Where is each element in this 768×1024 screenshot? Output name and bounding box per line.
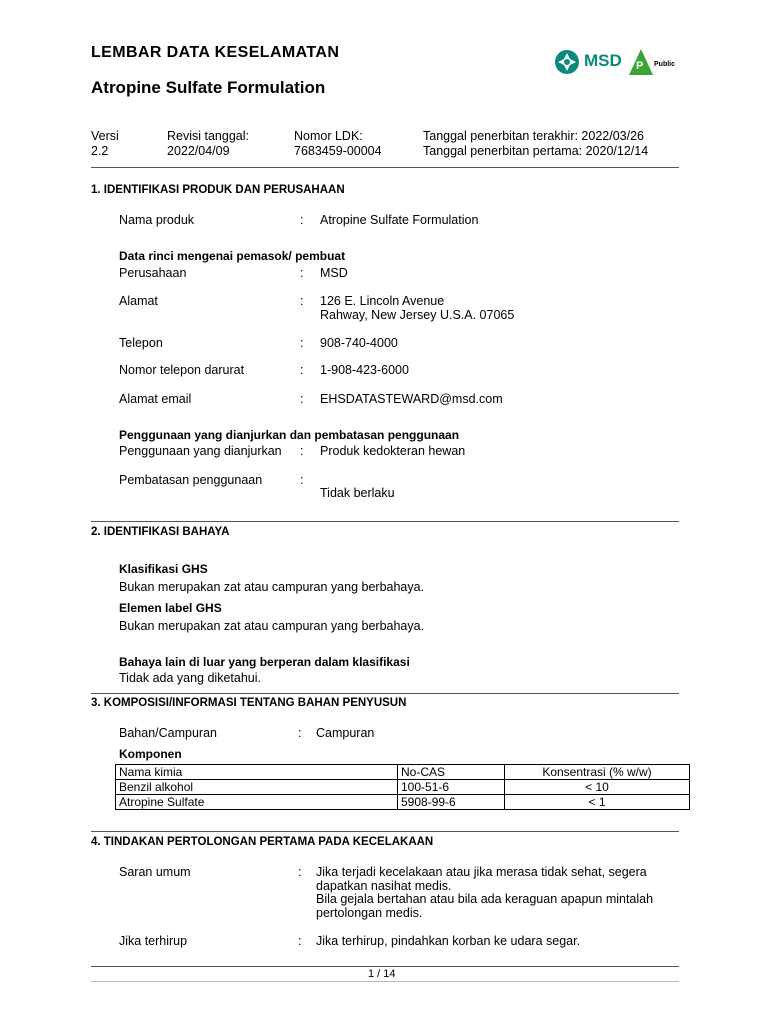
- inhalation-value: Jika terhirup, pindahkan korban ke udara segar.: [316, 934, 581, 948]
- company-label: Perusahaan: [119, 266, 187, 280]
- restriction-value: Tidak berlaku: [320, 486, 395, 500]
- table-header-cas: No-CAS: [398, 765, 505, 780]
- company-value: MSD: [320, 266, 348, 280]
- separator: :: [300, 363, 304, 377]
- footer-divider: [91, 981, 679, 982]
- ghs-label-text: Bukan merupakan zat atau campuran yang berbahaya.: [119, 619, 425, 633]
- separator: :: [300, 294, 304, 308]
- public-badge-letter: P: [636, 60, 644, 72]
- sds-number-label: Nomor LDK:: [294, 129, 363, 143]
- general-advice-line-4: pertolongan medis.: [316, 906, 423, 920]
- divider: [91, 831, 679, 832]
- separator: :: [300, 392, 304, 406]
- ghs-classification-heading: Klasifikasi GHS: [119, 562, 208, 576]
- msd-emblem-icon: [554, 49, 580, 75]
- table-cell-chemical-name: Atropine Sulfate: [116, 795, 398, 810]
- table-cell-chemical-name: Benzil alkohol: [116, 780, 398, 795]
- document-title: LEMBAR DATA KESELAMATAN: [91, 44, 340, 61]
- table-row: [116, 780, 690, 795]
- other-hazards-text: Tidak ada yang diketahui.: [119, 671, 261, 685]
- divider: [91, 693, 679, 694]
- msd-brand-text: MSD: [584, 51, 622, 70]
- page-number: 1 / 14: [368, 968, 396, 980]
- separator: :: [298, 726, 302, 740]
- separator: :: [300, 213, 304, 227]
- table-header-concentration: Konsentrasi (% w/w): [505, 765, 690, 780]
- table-row: [116, 795, 690, 810]
- general-advice-label: Saran umum: [119, 865, 191, 879]
- section-2-title: 2. IDENTIFIKASI BAHAYA: [91, 526, 230, 538]
- revision-value: 2022/04/09: [167, 144, 230, 158]
- phone-label: Telepon: [119, 336, 163, 350]
- email-value: EHSDATASTEWARD@msd.com: [320, 392, 503, 406]
- table-cell-cas: 5908-99-6: [398, 795, 505, 810]
- footer-divider: [91, 966, 679, 967]
- substance-type-value: Campuran: [316, 726, 375, 740]
- general-advice-line-2: dapatkan nasihat medis.: [316, 879, 452, 893]
- separator: :: [300, 473, 304, 487]
- first-issue-date: Tanggal penerbitan pertama: 2020/12/14: [423, 144, 649, 158]
- table-cell-cas: 100-51-6: [398, 780, 505, 795]
- divider: [91, 521, 679, 522]
- recommended-use-label: Penggunaan yang dianjurkan: [119, 444, 282, 458]
- public-label: Public: [654, 61, 676, 68]
- other-hazards-heading: Bahaya lain di luar yang berperan dalam klasifikasi: [119, 655, 410, 669]
- restriction-label: Pembatasan penggunaan: [119, 473, 263, 487]
- address-line-1: 126 E. Lincoln Avenue: [320, 294, 445, 308]
- product-name-value: Atropine Sulfate Formulation: [320, 213, 479, 227]
- table-cell-concentration: < 10: [505, 780, 690, 795]
- recommended-use-value: Produk kedokteran hewan: [320, 444, 466, 458]
- components-table: [115, 764, 690, 810]
- version-value: 2.2: [91, 144, 109, 158]
- address-line-2: Rahway, New Jersey U.S.A. 07065: [320, 308, 515, 322]
- supplier-heading: Data rinci mengenai pemasok/ pembuat: [119, 249, 346, 263]
- separator: :: [298, 865, 302, 879]
- section-1-title: 1. IDENTIFIKASI PRODUK DAN PERUSAHAAN: [91, 184, 345, 196]
- inhalation-label: Jika terhirup: [119, 934, 188, 948]
- emergency-phone-label: Nomor telepon darurat: [119, 363, 245, 377]
- ghs-label-heading: Elemen label GHS: [119, 601, 222, 615]
- section-3-title: 3. KOMPOSISI/INFORMASI TENTANG BAHAN PENYUSUN: [91, 697, 407, 709]
- table-cell-concentration: < 1: [505, 795, 690, 810]
- section-4-title: 4. TINDAKAN PERTOLONGAN PERTAMA PADA KECELAKAAN: [91, 836, 434, 848]
- table-header-chemical-name: Nama kimia: [116, 765, 398, 780]
- emergency-phone-value: 1-908-423-6000: [320, 363, 409, 377]
- separator: :: [300, 336, 304, 350]
- general-advice-line-3: Bila gejala bertahan atau bila ada keraguan apapun mintalah: [316, 892, 654, 906]
- table-header-row: [116, 765, 690, 780]
- address-label: Alamat: [119, 294, 158, 308]
- ghs-classification-text: Bukan merupakan zat atau campuran yang berbahaya.: [119, 580, 425, 594]
- last-issue-date: Tanggal penerbitan terakhir: 2022/03/26: [423, 129, 644, 143]
- separator: :: [300, 266, 304, 280]
- separator: :: [298, 934, 302, 948]
- substance-type-label: Bahan/Campuran: [119, 726, 217, 740]
- divider: [91, 167, 679, 168]
- phone-value: 908-740-4000: [320, 336, 398, 350]
- revision-label: Revisi tanggal:: [167, 129, 249, 143]
- product-title: Atropine Sulfate Formulation: [91, 78, 326, 97]
- separator: :: [300, 444, 304, 458]
- components-heading: Komponen: [119, 747, 182, 761]
- version-label: Versi: [91, 129, 119, 143]
- sds-number-value: 7683459-00004: [294, 144, 382, 158]
- product-name-label: Nama produk: [119, 213, 195, 227]
- email-label: Alamat email: [119, 392, 192, 406]
- msd-logo: [554, 49, 580, 80]
- general-advice-line-1: Jika terjadi kecelakaan atau jika merasa tidak sehat, segera: [316, 865, 647, 879]
- use-heading: Penggunaan yang dianjurkan dan pembatasan penggunaan: [119, 428, 460, 442]
